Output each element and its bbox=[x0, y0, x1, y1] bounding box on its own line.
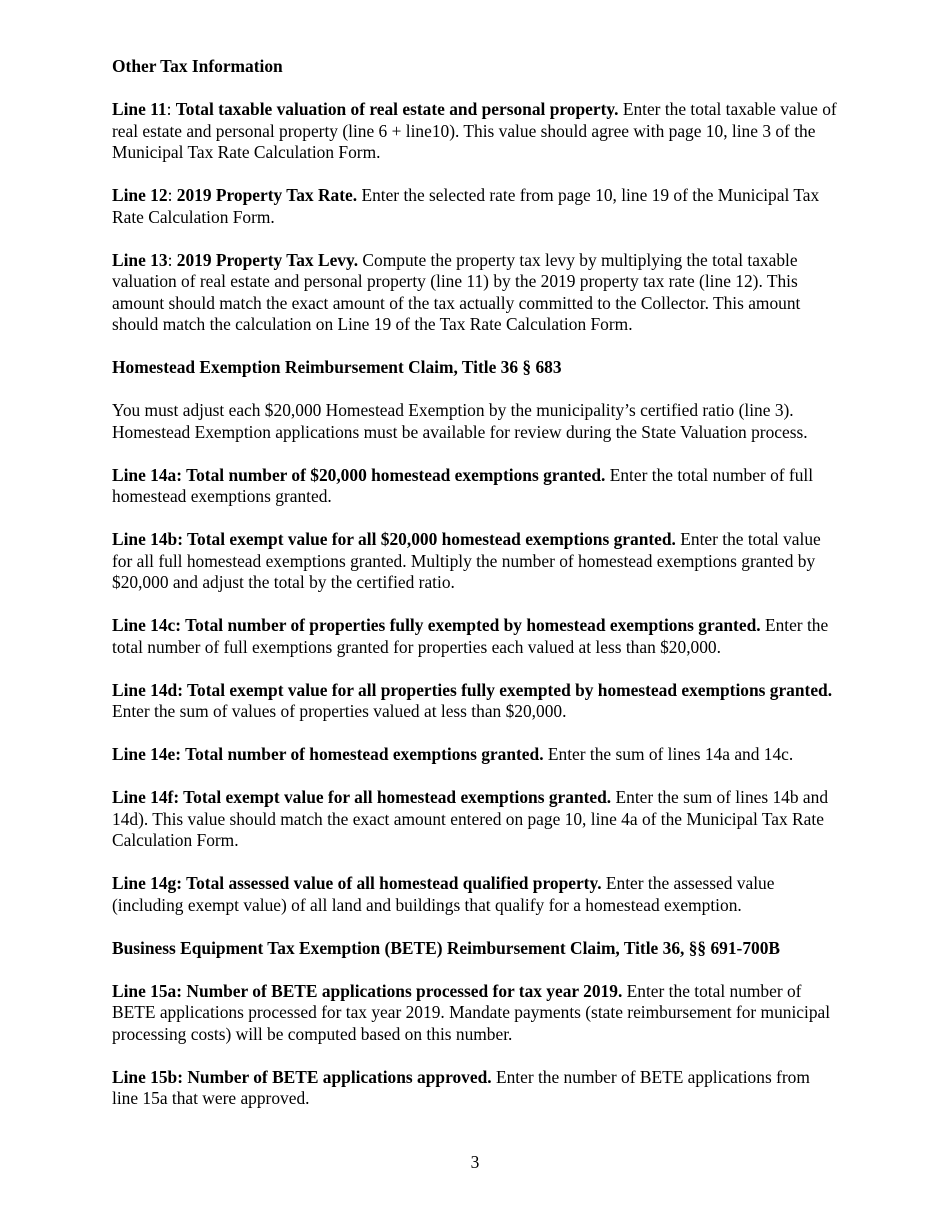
line-14b-title: Line 14b: Total exempt value for all $20,000 homestead exemptions granted. bbox=[112, 529, 676, 549]
section-heading-homestead: Homestead Exemption Reimbursement Claim, Title 36 § 683 bbox=[112, 357, 562, 377]
line-14g-title: Line 14g: Total assessed value of all homestead qualified property. bbox=[112, 873, 602, 893]
line-12-label: Line 12 bbox=[112, 185, 168, 205]
line-11-label: Line 11 bbox=[112, 99, 167, 119]
line-14a-text: Enter the total number of full homestead exemptions granted. bbox=[112, 464, 814, 506]
homestead-intro: You must adjust each $20,000 Homestead Exemption by the municipality’s certified ratio (line 3). Homestead Exemption applications must be available for review during the State Valuation process. bbox=[112, 400, 808, 442]
line-14b-paragraph bbox=[112, 529, 840, 594]
line-15a-text: Enter the total number of BETE applications processed for tax year 2019. Mandate payments (state reimbursement for municipal processing costs) will be computed based on this number. bbox=[112, 980, 831, 1044]
line-13-label: Line 13 bbox=[112, 249, 168, 270]
line-11-separator: : bbox=[166, 99, 176, 119]
line-13-title: 2019 Property Tax Levy. bbox=[176, 249, 359, 270]
line-14c-text: Enter the total number of full exemptions granted for properties each valued at less than $20,000. bbox=[112, 615, 829, 657]
line-12-paragraph bbox=[112, 185, 840, 228]
line-15a-title: Line 15a: Number of BETE applications processed for tax year 2019. bbox=[112, 980, 623, 1001]
line-13-paragraph bbox=[112, 250, 840, 336]
line-14e-text: Enter the sum of lines 14a and 14c. bbox=[543, 744, 794, 764]
line-11-title: Total taxable valuation of real estate and personal property. bbox=[175, 99, 619, 119]
line-15b-paragraph bbox=[112, 1067, 840, 1110]
line-12-text: Enter the selected rate from page 10, line 19 of the Municipal Tax Rate Calculation Form. bbox=[112, 185, 820, 227]
line-14b-text: Enter the total value for all full homestead exemptions granted. Multiply the number of homestead exemptions granted by $20,000 and adjust the total by the certified ratio. bbox=[112, 529, 821, 592]
line-14c-paragraph bbox=[112, 615, 840, 658]
line-14d-title: Line 14d: Total exempt value for all properties fully exempted by homestead exemptions granted. bbox=[112, 679, 833, 700]
line-13-separator: : bbox=[167, 249, 177, 270]
line-14f-paragraph bbox=[112, 787, 840, 852]
section-heading-bete: Business Equipment Tax Exemption (BETE) Reimbursement Claim, Title 36, §§ 691-700B bbox=[112, 937, 781, 958]
line-15b-title: Line 15b: Number of BETE applications approved. bbox=[112, 1066, 492, 1087]
line-14c-title: Line 14c: Total number of properties fully exempted by homestead exemptions granted. bbox=[112, 615, 761, 635]
line-11-paragraph bbox=[112, 99, 840, 164]
line-14e-paragraph bbox=[112, 744, 840, 766]
line-14a-title: Line 14a: Total number of $20,000 homestead exemptions granted. bbox=[112, 464, 606, 485]
line-11-text: Enter the total taxable value of real estate and personal property (line 6 + line10). This value should agree with page 10, line 3 of the Municipal Tax Rate Calculation Form. bbox=[112, 99, 837, 162]
line-14g-paragraph bbox=[112, 873, 840, 916]
line-14a-paragraph bbox=[112, 465, 840, 508]
line-12-title: 2019 Property Tax Rate. bbox=[176, 185, 358, 205]
line-12-separator: : bbox=[167, 185, 177, 205]
line-15a-paragraph bbox=[112, 981, 840, 1046]
line-14d-paragraph bbox=[112, 680, 840, 723]
line-14g-text: Enter the assessed value (including exempt value) of all land and buildings that qualify for a homestead exemption. bbox=[112, 873, 775, 915]
line-13-text: Compute the property tax levy by multiplying the total taxable valuation of real estate and personal property (line 11) by the 2019 property tax rate (line 12). This amount should match the exact amount of the tax actually committed to the Collector. This amount should match the calculation on Line 19 of the Tax Rate Calculation Form. bbox=[112, 249, 801, 334]
line-14d-text: Enter the sum of values of properties valued at less than $20,000. bbox=[112, 701, 567, 721]
page-number: 3 bbox=[470, 1152, 480, 1172]
document-page bbox=[112, 56, 840, 1131]
line-14f-text: Enter the sum of lines 14b and 14d). This value should match the exact amount entered on page 10, line 4a of the Municipal Tax Rate Calculation Form. bbox=[112, 787, 829, 850]
line-14f-title: Line 14f: Total exempt value for all homestead exemptions granted. bbox=[112, 787, 612, 807]
line-15b-text: Enter the number of BETE applications from line 15a that were approved. bbox=[112, 1066, 810, 1108]
section-heading-other-tax: Other Tax Information bbox=[112, 56, 283, 76]
line-14e-title: Line 14e: Total number of homestead exemptions granted. bbox=[112, 744, 544, 764]
